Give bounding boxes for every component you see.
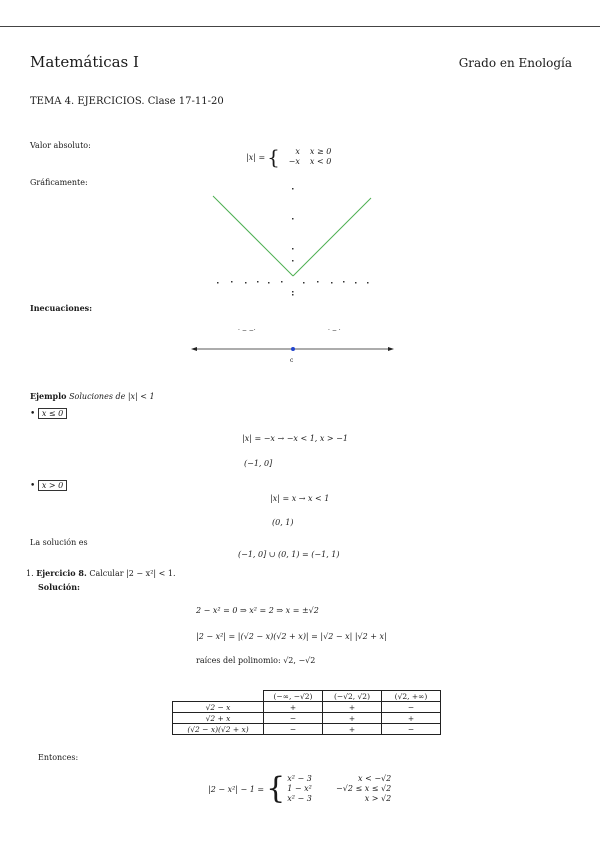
case-cond: −√2 ≤ x ≤ √2 [336, 784, 392, 793]
top-rule [0, 26, 600, 27]
row-label: √2 + x [173, 713, 264, 724]
case-row [282, 157, 331, 167]
final-lhs: |2 − x²| − 1 = [208, 784, 265, 794]
sign-cell: + [382, 713, 441, 724]
table-row [173, 713, 441, 724]
sign-cell: − [264, 724, 323, 735]
example-solution: (−1, 0] ∪ (0, 1) = (−1, 1) [238, 550, 340, 559]
case-expr: x [295, 147, 300, 156]
case-row [287, 794, 391, 804]
exercise-heading [26, 568, 176, 578]
case-expr: −x [288, 157, 300, 166]
exercise-title: Ejercicio 8. [36, 568, 87, 578]
abs-value-cases [282, 147, 331, 167]
lesson-subtitle: TEMA 4. EJERCICIOS. Clase 17-11-20 [30, 96, 224, 107]
case1-box: x ≤ 0 [38, 408, 67, 419]
abs-value-definition [246, 147, 331, 167]
exercise-text: Calcular |2 − x²| < 1. [89, 569, 176, 578]
case2-result: (0, 1) [272, 518, 294, 527]
abs-value-graph [205, 182, 385, 297]
case-cond: x < −√2 [358, 774, 392, 783]
then-label: Entonces: [38, 753, 79, 762]
number-line-below-text: c [290, 357, 294, 364]
number-line [190, 343, 395, 355]
example-case1 [30, 408, 67, 419]
row-label: (√2 − x)(√2 + x) [173, 724, 264, 735]
final-piecewise [208, 771, 392, 806]
number-line-left-text: · − −· [238, 327, 256, 334]
example-heading [30, 391, 155, 401]
sign-table [172, 690, 441, 735]
sign-cell: − [382, 724, 441, 735]
sign-cell: + [264, 702, 323, 713]
sign-table-corner [173, 691, 264, 702]
left-brace: { [267, 145, 280, 169]
left-brace: { [266, 771, 286, 806]
graph-axis-ticks [217, 188, 369, 296]
example-text: Soluciones de |x| < 1 [69, 392, 155, 401]
case-row [282, 147, 331, 157]
sign-cell: − [264, 713, 323, 724]
example-title: Ejemplo [30, 391, 67, 401]
case1-result: (−1, 0] [244, 459, 273, 468]
case-cond: x ≥ 0 [309, 147, 332, 156]
sign-table-col-header: (−∞, −√2) [264, 691, 323, 702]
solution-label: La solución es [30, 538, 88, 547]
course-title: Matemáticas I [30, 53, 139, 71]
inequalities-label: Inecuaciones: [30, 303, 93, 313]
case-expr: x² − 3 [287, 774, 312, 783]
case2-equation: |x| = x → x < 1 [270, 494, 330, 503]
table-row [173, 702, 441, 713]
graph-label: Gráficamente: [30, 178, 88, 187]
sign-table-col-header: (√2, +∞) [382, 691, 441, 702]
case-row [287, 774, 391, 784]
origin-point [291, 347, 295, 351]
case-cond: x > √2 [364, 794, 392, 803]
arrow-left-icon [191, 347, 197, 351]
exercise-line3: raíces del polinomio: √2, −√2 [196, 656, 316, 665]
number-line-right-text: · − · [328, 327, 341, 334]
sign-cell: + [323, 702, 382, 713]
case-cond: x < 0 [309, 157, 332, 166]
row-label: √2 − x [173, 702, 264, 713]
exercise-number: 1. [26, 569, 34, 578]
sign-table-header [173, 691, 441, 702]
case-expr: x² − 3 [287, 794, 312, 803]
exercise-solution-label: Solución: [38, 582, 80, 592]
exercise-line2: |2 − x²| = |(√2 − x)(√2 + x)| = |√2 − x| |√2 + x| [196, 632, 387, 641]
abs-value-label: Valor absoluto: [30, 141, 91, 150]
graph-right-arm [293, 198, 371, 276]
case1-equation: |x| = −x → −x < 1, x > −1 [242, 434, 348, 443]
sign-cell: − [382, 702, 441, 713]
graph-left-arm [213, 196, 293, 276]
case-row [287, 784, 391, 794]
case-expr: 1 − x² [287, 784, 312, 793]
bullet-icon: • [30, 481, 36, 491]
table-row [173, 724, 441, 735]
sign-cell: + [323, 724, 382, 735]
case2-box: x > 0 [38, 480, 67, 491]
exercise-line1: 2 − x² = 0 ⇒ x² = 2 ⇒ x = ±√2 [196, 606, 319, 615]
sign-cell: + [323, 713, 382, 724]
example-case2 [30, 480, 67, 491]
bullet-icon: • [30, 409, 36, 419]
sign-table-col-header: (−√2, √2) [323, 691, 382, 702]
arrow-right-icon [388, 347, 394, 351]
degree-title: Grado en Enología [458, 56, 572, 70]
final-cases [287, 774, 391, 804]
abs-value-lhs: |x| = [246, 152, 266, 162]
